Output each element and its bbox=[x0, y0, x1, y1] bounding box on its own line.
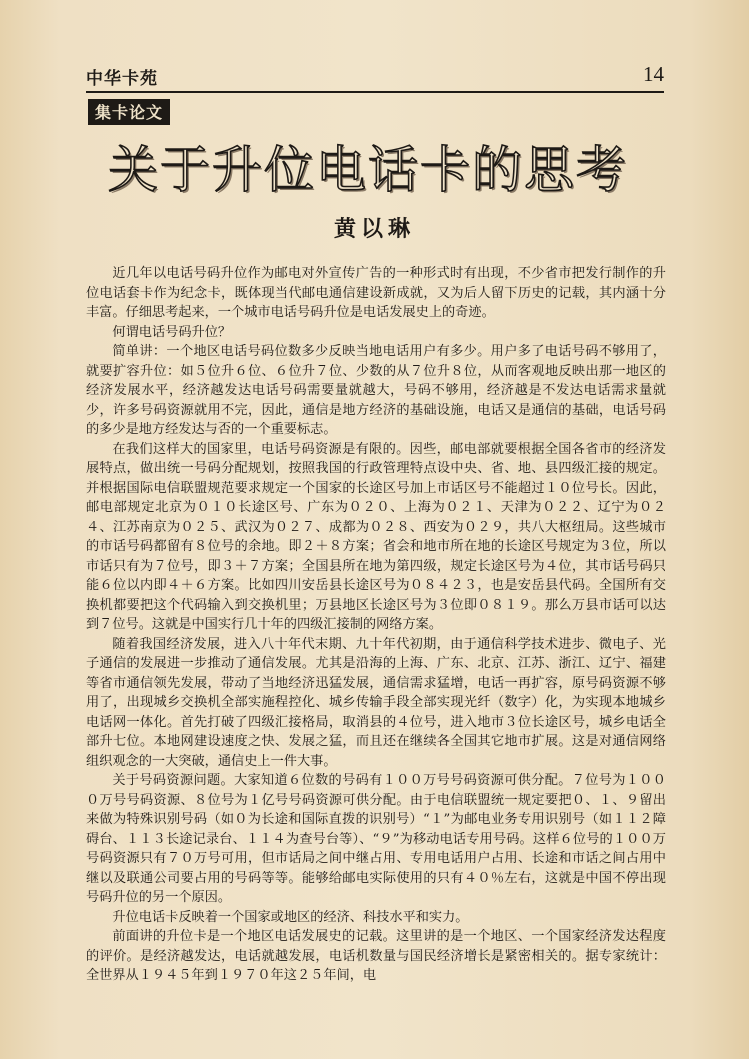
paragraph-intro: 近几年以电话号码升位作为邮电对外宣传广告的一种形式时有出现，不少省市把发行制作的升位电话套卡作为纪念卡，既体现当代邮电通信建设新成就，又为后人留下历史的记载，其内涵十分丰富。仔细思考起来，一个城市电话号码升位是电话发展史上的奇迹。 bbox=[86, 266, 666, 320]
article-title: 关于升位电话卡的思考 bbox=[108, 141, 628, 199]
paragraph-reflection: 升位电话卡反映着一个国家或地区的经济、科技水平和实力。 bbox=[112, 909, 469, 925]
header-rule bbox=[86, 91, 664, 93]
page-header bbox=[86, 62, 664, 90]
paragraph-statistics: 前面讲的升位卡是一个地区电话发展史的记载。这里讲的是一个地区、一个国家经济发达程度的评价。是经济越发达，电话就越发展，电话机数量与国民经济增长是紧密相关的。据专家统计：全世界从１９４５年到１９７０年这２５年间，电 bbox=[86, 929, 666, 983]
column-badge: 集卡论文 bbox=[88, 99, 170, 125]
paragraph-development: 随着我国经济发展，进入八十年代末期、九十年代初期，由于通信科学技术进步、微电子、光子通信的发展进一步推动了通信发展。尤其是沿海的上海、广东、北京、江苏、浙江、辽宁、福建等省市通信领先发展，带动了当地经济迅猛发展，通信需求猛增，电话一再扩容，原号码资源不够用了，出现城乡交换机全部实施程控化、城乡传输手段全部实现光纤（数字）化，为实现本地城乡电话网一体化。首先打破了四级汇接格局，取消县的４位号，进入地市３位长途区号，城乡电话全部升七位。本地网建设速度之快、发展之猛，而且还在继续各全国其它地市扩展。这是对通信网络组织观念的一大突破，通信史上一件大事。 bbox=[86, 636, 666, 769]
article-author: 黄以琳 bbox=[333, 217, 415, 242]
paragraph-numbering-plan: 在我们这样大的国家里，电话号码资源是有限的。因些，邮电部就要根据全国各省市的经济发展特点，做出统一号码分配规划，按照我国的行政管理特点设中央、省、地、县四级汇接的规定。并根据国际电信联盟规范要求规定一个国家的长途区号加上市话区号不能超过１０位号长。因此，邮电部规定北京为０１０长途区号、广东为０２０、上海为０２１、天津为０２２、辽宁为０２４、江苏南京为０２５、武汉为０２７、成都为０２８、西安为０２９，共八大枢纽局。这些城市的市话号码都留有８位号的余地。即２＋８方案；省会和地市所在地的长途区号规定为３位，所以市话只有为７位号，即３＋７方案；全国县所在地为第四级，规定长途区号为４位，其市话号码只能６位以内即４＋６方案。比如四川安岳县长途区号为０８４２３，也是安岳县代码。全国所有交换机都要把这个代码输入到交换机里；万县地区长途区号为３位即０８１９。那么万县市话可以达到７位号。这就是中国实行几十年的四级汇接制的网络方案。 bbox=[86, 441, 666, 632]
article-body bbox=[86, 264, 666, 986]
paragraph-number-resources: 关于号码资源问题。大家知道６位数的号码有１００万号号码资源可供分配。７位号为１０００万号号码资源、８位号为１亿号号码资源可供分配。由于电信联盟统一规定要把０、１、９留出来做为特殊识别号码（如０为长途和国际直拨的识别号）“１”为邮电业务专用识别号（如１１２障碍台、１１３长途记录台、１１４为查号台等）、“９”为移动电话专用号码。这样６位号的１００万号码资源只有７０万号可用，但市话局之间中继占用、专用电话用户占用、长途和市话之间占用中继以及联通公司要占用的号码等等。能够给邮电实际使用的只有４０％左右，这就是中国不停出现号码升位的另一个原因。 bbox=[86, 773, 666, 905]
section-name: 中华卡苑 bbox=[86, 69, 158, 89]
paragraph-question: 何谓电话号码升位？ bbox=[112, 324, 232, 340]
page-number: 14 bbox=[643, 62, 664, 86]
paragraph-explanation: 简单讲：一个地区电话号码位数多少反映当地电话用户有多少。用户多了电话号码不够用了，就要扩容升位：如５位升６位、６位升７位、少数的从７位升８位，从而客观地反映出那一地区的经济发展水平，经济越发达电话号码需要量就越大，号码不够用，经济越是不发达电话需求量就少，许多号码资源就用不完，因此，通信是地方经济的基础设施，电话又是通信的基础，电话号码的多少是地方经发达与否的一个重要标志。 bbox=[86, 344, 666, 437]
